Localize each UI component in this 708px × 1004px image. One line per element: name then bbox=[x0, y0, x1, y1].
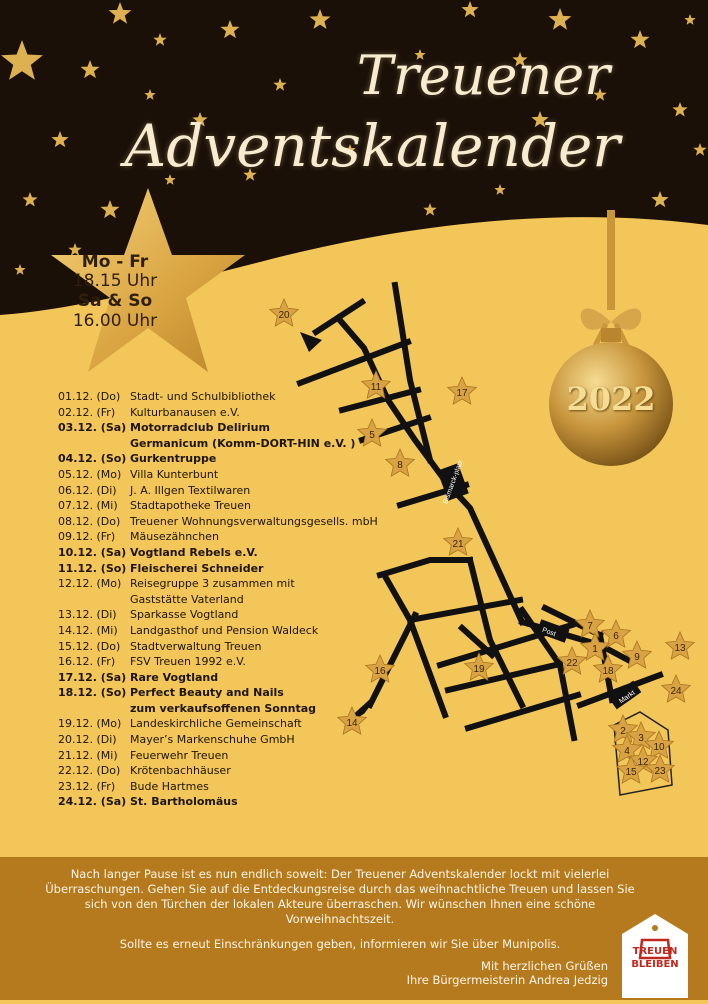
calendar-entry bbox=[58, 576, 418, 592]
calendar-date: 05.12. (Mo) bbox=[58, 467, 122, 481]
calendar-name: Stadt- und Schulbibliothek bbox=[130, 390, 276, 403]
map-marker-number: 19 bbox=[473, 664, 485, 675]
calendar-entry bbox=[58, 716, 418, 732]
calendar-date: 23.12. (Fr) bbox=[58, 779, 116, 793]
advent-calendar-list bbox=[58, 389, 418, 810]
greeting bbox=[407, 959, 608, 987]
calendar-name: Villa Kunterbunt bbox=[130, 467, 219, 481]
street-label: Bismarck-platz bbox=[442, 459, 465, 505]
greeting-line-1: Mit herzlichen Grüßen bbox=[481, 959, 608, 973]
map-marker-number: 13 bbox=[674, 643, 686, 654]
calendar-entry bbox=[58, 420, 418, 436]
map-marker-number: 9 bbox=[634, 652, 640, 663]
map-marker bbox=[448, 377, 477, 404]
calendar-name: FSV Treuen 1992 e.V. bbox=[130, 655, 246, 669]
calendar-name: Germanicum (Komm-DORT-HIN e.V. ) bbox=[130, 436, 356, 450]
calendar-entry bbox=[58, 561, 418, 577]
ornament-year: 2022 bbox=[566, 380, 656, 418]
calendar-name: Vogtland Rebels e.V. bbox=[130, 545, 258, 559]
map-marker-number: 12 bbox=[637, 757, 649, 768]
calendar-entry bbox=[58, 483, 418, 499]
map-marker-number: 17 bbox=[456, 388, 468, 399]
logo-line-2: BLEIBEN bbox=[631, 959, 679, 970]
calendar-date: 03.12. (Sa) bbox=[58, 421, 127, 435]
treuen-bleiben-logo bbox=[620, 912, 690, 1000]
calendar-entry bbox=[58, 654, 418, 670]
calendar-date: 15.12. (Do) bbox=[58, 639, 121, 653]
schedule-weekend-time: 16.00 Uhr bbox=[72, 311, 158, 331]
greeting-line-2: Ihre Bürgermeisterin Andrea Jedzig bbox=[406, 973, 608, 987]
calendar-name: Gurkentruppe bbox=[130, 452, 217, 466]
calendar-name: Gaststätte Vaterland bbox=[130, 592, 244, 606]
map-marker-number: 20 bbox=[278, 310, 290, 321]
calendar-date: 18.12. (So) bbox=[58, 686, 127, 700]
calendar-entry bbox=[58, 529, 418, 545]
footer-text bbox=[40, 867, 640, 962]
footer-paragraph-2: Sollte es erneut Einschränkungen geben, informieren wir Sie über Munipolis. bbox=[119, 937, 561, 951]
map-marker-number: 1 bbox=[592, 644, 598, 655]
map-marker-number: 22 bbox=[566, 658, 578, 669]
calendar-date: 12.12. (Mo) bbox=[58, 577, 122, 591]
calendar-date: 06.12. (Di) bbox=[58, 483, 117, 497]
calendar-date: 04.12. (So) bbox=[58, 452, 127, 466]
schedule-weekend: Sa & So bbox=[77, 291, 153, 311]
calendar-name: Stadtapotheke Treuen bbox=[130, 499, 251, 513]
map-marker-number: 6 bbox=[613, 631, 619, 642]
calendar-name: Bude Hartmes bbox=[130, 779, 209, 793]
schedule-weekdays: Mo - Fr bbox=[81, 252, 149, 272]
calendar-date: 24.12. (Sa) bbox=[58, 795, 127, 809]
map-marker-number: 7 bbox=[587, 621, 593, 632]
map-marker-number: 4 bbox=[624, 746, 630, 757]
calendar-name: Krötenbachhäuser bbox=[130, 764, 231, 778]
map-marker bbox=[666, 632, 695, 659]
calendar-name: Feuerwehr Treuen bbox=[130, 748, 229, 762]
calendar-name: Mäusezähnchen bbox=[130, 530, 219, 544]
calendar-entry bbox=[58, 451, 418, 467]
map-marker-number: 3 bbox=[638, 733, 644, 744]
calendar-date: 02.12. (Fr) bbox=[58, 405, 116, 419]
title-line-1: Treuener bbox=[356, 44, 610, 107]
map-marker bbox=[270, 299, 299, 326]
calendar-entry bbox=[58, 639, 418, 655]
calendar-date: 19.12. (Mo) bbox=[58, 717, 122, 731]
calendar-name: Landgasthof und Pension Waldeck bbox=[130, 623, 319, 637]
calendar-date: 16.12. (Fr) bbox=[58, 655, 116, 669]
calendar-date: 07.12. (Mi) bbox=[58, 499, 118, 513]
calendar-entry bbox=[58, 732, 418, 748]
map-marker-number: 16 bbox=[374, 666, 386, 677]
calendar-entry bbox=[58, 405, 418, 421]
calendar-entry bbox=[58, 545, 418, 561]
calendar-entry bbox=[58, 670, 418, 686]
map-marker-number: 10 bbox=[653, 742, 665, 753]
map-marker-number: 21 bbox=[452, 539, 464, 550]
logo-line-1: TREUEN bbox=[632, 946, 678, 957]
calendar-name: Stadtverwaltung Treuen bbox=[130, 639, 262, 653]
street-label: Post bbox=[541, 626, 557, 639]
calendar-entry bbox=[58, 498, 418, 514]
footer-paragraph-1: Nach langer Pause ist es nun endlich soweit: Der Treuener Adventskalender lockt mit vielerlei Überraschungen. Gehen Sie auf die Entdeckungsreise durch das weihnachtliche Treuen und lassen Sie sich von den Türchen der lokalen Akteure überraschen. Wir wünschen Ihnen eine schöne Vorweihnachtszeit. bbox=[45, 867, 635, 926]
calendar-date: 11.12. (So) bbox=[58, 561, 127, 575]
calendar-date: 21.12. (Mi) bbox=[58, 748, 118, 762]
calendar-entry bbox=[58, 685, 418, 701]
street-label: Markt bbox=[618, 689, 637, 706]
map-marker-number: 14 bbox=[346, 718, 358, 729]
map-marker-number: 8 bbox=[397, 460, 403, 471]
calendar-entry bbox=[58, 514, 418, 530]
calendar-entry bbox=[58, 779, 418, 795]
calendar-name: J. A. Illgen Textilwaren bbox=[130, 483, 251, 497]
calendar-name: Landeskirchliche Gemeinschaft bbox=[130, 717, 302, 731]
calendar-entry bbox=[58, 467, 418, 483]
calendar-entry bbox=[58, 763, 418, 779]
calendar-entry bbox=[58, 592, 418, 608]
title-line-2: Adventskalender bbox=[124, 112, 620, 180]
calendar-date: 10.12. (Sa) bbox=[58, 545, 127, 559]
calendar-name: Fleischerei Schneider bbox=[130, 561, 264, 575]
calendar-date: 13.12. (Di) bbox=[58, 608, 117, 622]
calendar-date: 01.12. (Do) bbox=[58, 390, 121, 403]
calendar-name: Sparkasse Vogtland bbox=[130, 608, 239, 622]
calendar-date: 22.12. (Do) bbox=[58, 764, 121, 778]
calendar-entry bbox=[58, 607, 418, 623]
calendar-name: zum verkaufsoffenen Sonntag bbox=[130, 701, 317, 715]
map-marker-number: 5 bbox=[369, 430, 375, 441]
map-marker-number: 18 bbox=[602, 666, 614, 677]
calendar-entry bbox=[58, 389, 418, 405]
calendar-name: Treuener Wohnungsverwaltungsgesells. mbH bbox=[130, 514, 378, 528]
calendar-name: Mayer’s Markenschuhe GmbH bbox=[130, 733, 295, 747]
calendar-name: Motorradclub Delirium bbox=[130, 421, 270, 435]
map-marker bbox=[444, 528, 473, 555]
calendar-name: Reisegruppe 3 zusammen mit bbox=[130, 577, 295, 591]
calendar-entry bbox=[58, 794, 418, 810]
map-marker-number: 2 bbox=[620, 726, 626, 737]
calendar-entry bbox=[58, 436, 418, 452]
calendar-name: Rare Vogtland bbox=[130, 670, 219, 684]
calendar-entry bbox=[58, 748, 418, 764]
calendar-date: 17.12. (Sa) bbox=[58, 670, 127, 684]
calendar-name: Perfect Beauty and Nails bbox=[130, 686, 284, 700]
calendar-name: St. Bartholomäus bbox=[130, 795, 238, 809]
map-marker-number: 11 bbox=[370, 382, 382, 393]
calendar-date: 09.12. (Fr) bbox=[58, 530, 116, 544]
map-marker-number: 24 bbox=[670, 686, 682, 697]
map-marker bbox=[662, 675, 691, 702]
schedule-weekday-time: 18.15 Uhr bbox=[72, 271, 158, 291]
map-marker bbox=[623, 641, 652, 668]
map-marker-number: 23 bbox=[654, 766, 666, 777]
map-marker-number: 15 bbox=[625, 767, 637, 778]
calendar-entry bbox=[58, 623, 418, 639]
footer bbox=[0, 857, 708, 1000]
calendar-entry bbox=[58, 701, 418, 717]
calendar-date: 20.12. (Di) bbox=[58, 733, 117, 747]
calendar-date: 14.12. (Mi) bbox=[58, 623, 118, 637]
calendar-date: 08.12. (Do) bbox=[58, 514, 121, 528]
calendar-name: Kulturbanausen e.V. bbox=[130, 405, 240, 419]
